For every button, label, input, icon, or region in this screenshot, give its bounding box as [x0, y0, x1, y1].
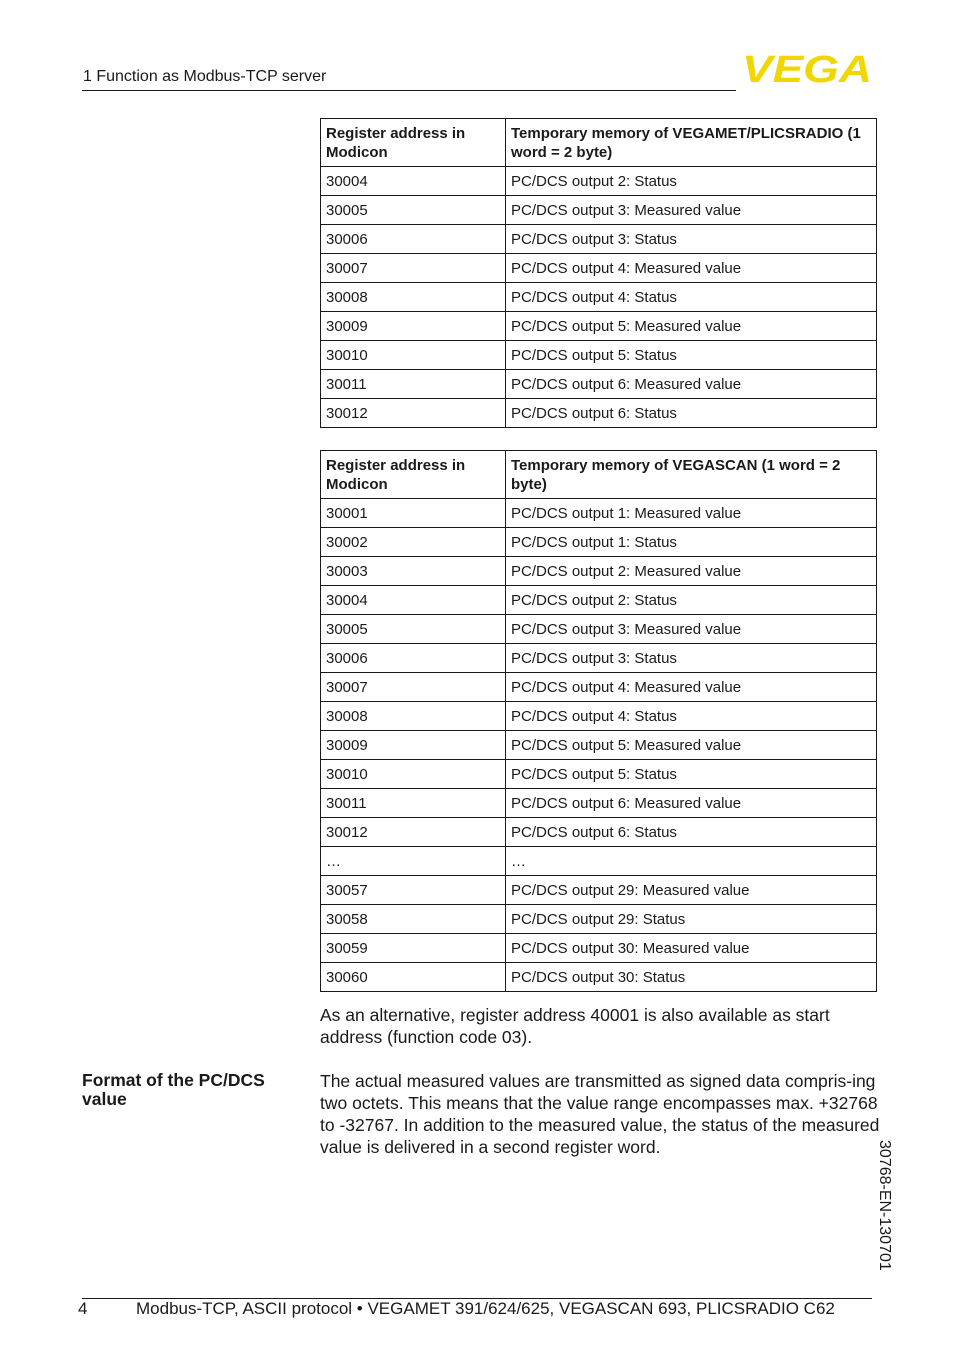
table-row — [321, 586, 877, 615]
table-row — [321, 905, 877, 934]
register-address-cell: 30010 — [321, 760, 506, 789]
memory-description-cell: … — [506, 847, 877, 876]
table-row — [321, 934, 877, 963]
register-address-cell: 30005 — [321, 196, 506, 225]
register-address-cell: 30011 — [321, 789, 506, 818]
register-address-cell: 30058 — [321, 905, 506, 934]
table-row — [321, 399, 877, 428]
logo-text: VEGA — [742, 52, 872, 84]
memory-description-cell: PC/DCS output 4: Measured value — [506, 254, 877, 283]
table-row — [321, 341, 877, 370]
page-number: 4 — [78, 1299, 88, 1318]
table-row — [321, 876, 877, 905]
table-row — [321, 673, 877, 702]
register-address-cell: 30011 — [321, 370, 506, 399]
memory-description-cell: PC/DCS output 29: Status — [506, 905, 877, 934]
register-address-cell: 30004 — [321, 586, 506, 615]
register-address-cell: 30060 — [321, 963, 506, 992]
memory-description-cell: PC/DCS output 4: Status — [506, 702, 877, 731]
header-register-address: Register address in Modicon — [321, 119, 506, 167]
register-address-cell: 30012 — [321, 399, 506, 428]
register-address-cell: 30009 — [321, 312, 506, 341]
register-address-cell: 30008 — [321, 283, 506, 312]
section-title: 1 Function as Modbus-TCP server — [83, 68, 327, 85]
header-register-address: Register address in Modicon — [321, 451, 506, 499]
memory-description-cell: PC/DCS output 30: Status — [506, 963, 877, 992]
vega-logo — [742, 52, 872, 84]
memory-description-cell: PC/DCS output 6: Measured value — [506, 370, 877, 399]
memory-description-cell: PC/DCS output 2: Status — [506, 167, 877, 196]
table-row — [321, 789, 877, 818]
table-row — [321, 499, 877, 528]
format-section-label: Format of the PC/DCS value — [82, 1070, 265, 1109]
table-row — [321, 644, 877, 673]
memory-description-cell: PC/DCS output 6: Status — [506, 399, 877, 428]
memory-description-cell: PC/DCS output 1: Measured value — [506, 499, 877, 528]
memory-description-cell: PC/DCS output 5: Measured value — [506, 731, 877, 760]
table-row — [321, 818, 877, 847]
register-address-cell: 30009 — [321, 731, 506, 760]
memory-description-cell: PC/DCS output 5: Status — [506, 760, 877, 789]
table-header-row — [321, 451, 877, 499]
table-row — [321, 225, 877, 254]
memory-description-cell: PC/DCS output 3: Measured value — [506, 196, 877, 225]
table-row — [321, 196, 877, 225]
table-row — [321, 283, 877, 312]
table-row — [321, 557, 877, 586]
register-address-cell: 30001 — [321, 499, 506, 528]
register-address-cell: 30012 — [321, 818, 506, 847]
memory-description-cell: PC/DCS output 6: Measured value — [506, 789, 877, 818]
register-address-cell: 30007 — [321, 254, 506, 283]
header-divider — [82, 90, 736, 91]
document-number: 30768-EN-130701 — [876, 1140, 893, 1271]
register-address-cell: 30006 — [321, 644, 506, 673]
register-table-vegascan — [320, 450, 877, 992]
header-temporary-memory: Temporary memory of VEGAMET/PLICSRADIO (1 word = 2 byte) — [506, 119, 877, 167]
memory-description-cell: PC/DCS output 29: Measured value — [506, 876, 877, 905]
register-address-cell: 30002 — [321, 528, 506, 557]
memory-description-cell: PC/DCS output 5: Status — [506, 341, 877, 370]
register-address-cell: … — [321, 847, 506, 876]
memory-description-cell: PC/DCS output 2: Status — [506, 586, 877, 615]
memory-description-cell: PC/DCS output 4: Status — [506, 283, 877, 312]
register-address-cell: 30004 — [321, 167, 506, 196]
register-address-cell: 30059 — [321, 934, 506, 963]
register-address-cell: 30008 — [321, 702, 506, 731]
register-address-cell: 30057 — [321, 876, 506, 905]
memory-description-cell: PC/DCS output 3: Measured value — [506, 615, 877, 644]
memory-description-cell: PC/DCS output 3: Status — [506, 644, 877, 673]
alternative-address-note: As an alternative, register address 40001 is also available as start address (function code 03). — [320, 1005, 830, 1047]
register-address-cell: 30005 — [321, 615, 506, 644]
table-row — [321, 702, 877, 731]
memory-description-cell: PC/DCS output 6: Status — [506, 818, 877, 847]
memory-description-cell: PC/DCS output 3: Status — [506, 225, 877, 254]
table-row — [321, 963, 877, 992]
memory-description-cell: PC/DCS output 30: Measured value — [506, 934, 877, 963]
table-row — [321, 254, 877, 283]
memory-description-cell: PC/DCS output 4: Measured value — [506, 673, 877, 702]
table-row — [321, 167, 877, 196]
format-description: The actual measured values are transmitted as signed data compris-ing two octets. This means that the value range encompasses max. +32768 to -32767. In addition to the measured value, the status of the measured value is delivered in a second register word. — [320, 1071, 880, 1157]
register-address-cell: 30006 — [321, 225, 506, 254]
table-header-row — [321, 119, 877, 167]
register-address-cell: 30003 — [321, 557, 506, 586]
table-row — [321, 615, 877, 644]
register-address-cell: 30010 — [321, 341, 506, 370]
memory-description-cell: PC/DCS output 2: Measured value — [506, 557, 877, 586]
table-row — [321, 370, 877, 399]
table-row — [321, 731, 877, 760]
footer-text: Modbus-TCP, ASCII protocol • VEGAMET 391/624/625, VEGASCAN 693, PLICSRADIO C62 — [136, 1299, 835, 1318]
register-address-cell: 30007 — [321, 673, 506, 702]
memory-description-cell: PC/DCS output 5: Measured value — [506, 312, 877, 341]
table-row — [321, 528, 877, 557]
memory-description-cell: PC/DCS output 1: Status — [506, 528, 877, 557]
register-table-vegamet — [320, 118, 877, 428]
table-row — [321, 312, 877, 341]
table-row — [321, 760, 877, 789]
table-row — [321, 847, 877, 876]
header-temporary-memory: Temporary memory of VEGASCAN (1 word = 2 byte) — [506, 451, 877, 499]
